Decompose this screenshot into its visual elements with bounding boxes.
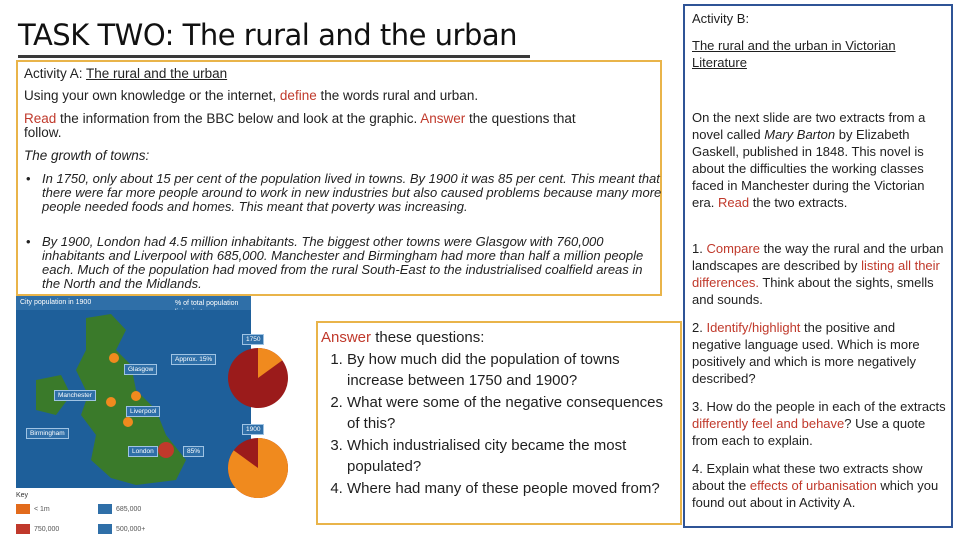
britain-map bbox=[16, 310, 251, 488]
questions-list bbox=[321, 349, 679, 500]
key-item-2: 750,000 bbox=[16, 524, 59, 534]
question-item: 3. Which industrialised city became the most populated? bbox=[347, 435, 679, 478]
activity-a-heading: Activity A: The rural and the urban bbox=[24, 66, 228, 81]
activity-b-intro: On the next slide are two extracts from a novel called Mary Barton by Elizabeth Gaskell, published in 1848. This novel is about the difficulties the working classes faced in Manchester during the Victorian era. Read the two extracts. bbox=[692, 110, 926, 210]
questions bbox=[321, 327, 679, 499]
pie-1750 bbox=[226, 346, 290, 410]
instruction-read: Read the information from the BBC below and look at the graphic. Answer the questions that bbox=[24, 111, 576, 126]
label-birmingham: Birmingham bbox=[26, 428, 69, 439]
britain-map-shape bbox=[16, 310, 251, 488]
activity-b-heading: The rural and the urban in Victorian Literature bbox=[692, 38, 896, 70]
label-approx: Approx. 15% bbox=[171, 354, 216, 365]
label-year-1750: 1750 bbox=[242, 334, 264, 345]
growth-heading: The growth of towns: bbox=[24, 148, 150, 163]
task-3: 3. How do the people in each of the extracts differently feel and behave? Use a quote from each to explain. bbox=[692, 399, 946, 448]
instruction-define: Using your own knowledge or the internet, define the words rural and urban. bbox=[24, 88, 479, 103]
graphic-header-city: City population in 1900 bbox=[16, 296, 176, 310]
graphic-header-percent: % of total population bbox=[171, 296, 251, 322]
key-title: Key bbox=[16, 492, 29, 499]
bullet-growth-1750: • In 1750, only about 15 per cent of the population lived in towns. By 1900 it was 85 per cent. This meant that there were far more people around to work in new industries but also caused problems because many more people needed foods and homes. This meant that poverty was increasing. bbox=[26, 171, 662, 214]
question-item: 4. Where had many of these people moved from? bbox=[347, 478, 679, 500]
task-4: 4. Explain what these two extracts show about the effects of urbanisation which you found out about in Activity A. bbox=[692, 461, 939, 510]
task-2: 2. Identify/highlight the positive and negative language used. Which is more positively and which is more negatively described? bbox=[692, 320, 920, 386]
task-1: 1. Compare the way the rural and the urban landscapes are described by listing all their differences. Think about the sights, smells and sounds. bbox=[692, 241, 944, 307]
key-item-4: 500,000+ bbox=[98, 524, 145, 534]
activity-b-label: Activity B: bbox=[692, 11, 750, 26]
label-year-1900: 1900 bbox=[242, 424, 264, 435]
population-graphic bbox=[16, 296, 312, 540]
questions-intro: Answer these questions: bbox=[321, 329, 485, 346]
pie-1900 bbox=[226, 436, 290, 500]
bullet-london-1900: • By 1900, London had 4.5 million inhabitants. The biggest other towns were Glasgow with 760,000 inhabitants and Liverpool with 685,000. Manchester and Birmingham had more than half a million people each. Much of the population had moved from the rural South-East to the industrialised coalfield areas in the North and the Midlands. bbox=[26, 234, 644, 291]
page-title: TASK TWO: The rural and the urban bbox=[18, 18, 518, 52]
key-item-1: < 1m bbox=[16, 504, 50, 514]
label-glasgow: Glasgow bbox=[124, 364, 157, 375]
label-manchester: Manchester bbox=[54, 390, 96, 401]
key-item-3: 685,000 bbox=[98, 504, 141, 514]
label-percent-1900: 85% bbox=[183, 446, 204, 457]
label-london: London bbox=[128, 446, 158, 457]
question-item: 1. By how much did the population of towns increase between 1750 and 1900? bbox=[347, 349, 679, 392]
question-item: 2. What were some of the negative consequences of this? bbox=[347, 392, 679, 435]
title-underline bbox=[18, 55, 530, 58]
label-liverpool: Liverpool bbox=[126, 406, 160, 417]
instruction-read-cont: follow. bbox=[24, 125, 62, 140]
